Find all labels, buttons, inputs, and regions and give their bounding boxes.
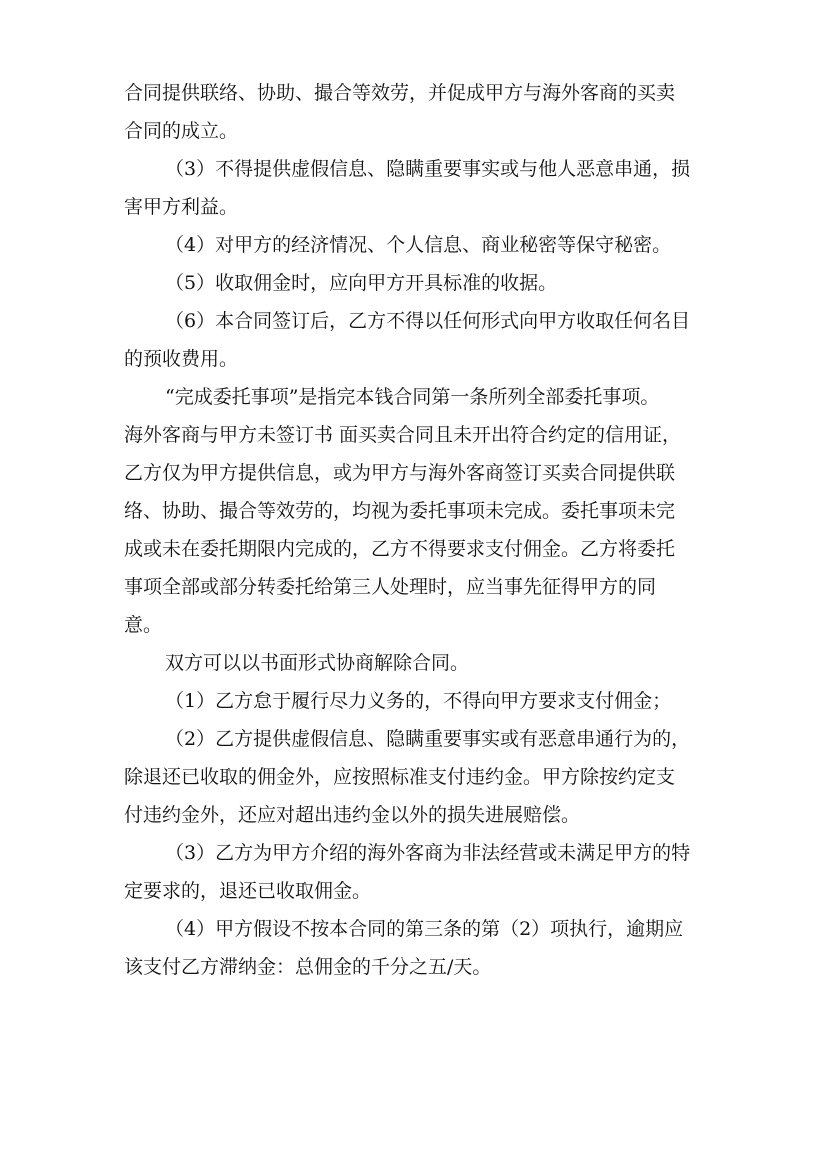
text-line: 定要求的，退还已收取佣金。: [124, 880, 372, 902]
text-line: 付违约金外，还应对超出违约金以外的损失进展赔偿。: [124, 804, 581, 826]
text-line: 的预收费用。: [124, 348, 239, 370]
paragraph: [124, 226, 706, 264]
text-line: 事项全部或部分转委托给第三人处理时，应当事先征得甲方的同: [124, 576, 657, 598]
text-line: 海外客商与甲方未签订书 面买卖合同且未开出符合约定的信用证，: [124, 424, 682, 446]
document-body: [124, 74, 706, 986]
text-line: 意。: [124, 614, 163, 636]
text-line: “完成委托事项”是指完本钱合同第一条所列全部委托事项。: [165, 386, 660, 408]
text-line: 络、协助、撮合等效劳的，均视为委托事项未完成。委托事项未完: [124, 500, 676, 522]
text-line: 该支付乙方滞纳金：总佣金的千分之五/天。: [124, 956, 492, 978]
paragraph: [124, 644, 706, 682]
text-line: （6）本合同签订后，乙方不得以任何形式向甲方收取任何名目: [165, 310, 691, 332]
paragraph: [124, 150, 706, 226]
text-line: （4）甲方假设不按本合同的第三条的第（2）项执行，逾期应: [165, 918, 684, 940]
paragraph: [124, 74, 706, 150]
text-line: 害甲方利益。: [124, 196, 239, 218]
text-line: 除退还已收取的佣金外，应按照标准支付违约金。甲方除按约定支: [124, 766, 676, 788]
paragraph: [124, 264, 706, 302]
paragraph: [124, 910, 706, 986]
text-line: （2）乙方提供虚假信息、隐瞒重要事实或有恶意串通行为的，: [165, 728, 691, 750]
text-line: （4）对甲方的经济情况、个人信息、商业秘密等保守秘密。: [165, 234, 672, 256]
text-line: 乙方仅为甲方提供信息，或为甲方与海外客商签订买卖合同提供联: [124, 462, 676, 484]
paragraph: [124, 378, 706, 644]
paragraph: [124, 720, 706, 834]
paragraph: [124, 682, 706, 720]
paragraph: [124, 302, 706, 378]
text-line: （5）收取佣金时，应向甲方开具标准的收据。: [165, 272, 558, 294]
text-line: 成或未在委托期限内完成的，乙方不得要求支付佣金。乙方将委托: [124, 538, 676, 560]
text-line: （3）不得提供虚假信息、隐瞒重要事实或与他人恶意串通，损: [165, 158, 691, 180]
text-line: （1）乙方怠于履行尽力义务的，不得向甲方要求支付佣金；: [165, 690, 672, 712]
text-line: 合同提供联络、协助、撮合等效劳，并促成甲方与海外客商的买卖: [124, 82, 676, 104]
text-line: 双方可以以书面形式协商解除合同。: [165, 652, 470, 674]
text-line: 合同的成立。: [124, 120, 239, 142]
paragraph: [124, 834, 706, 910]
text-line: （3）乙方为甲方介绍的海外客商为非法经营或未满足甲方的特: [165, 842, 691, 864]
